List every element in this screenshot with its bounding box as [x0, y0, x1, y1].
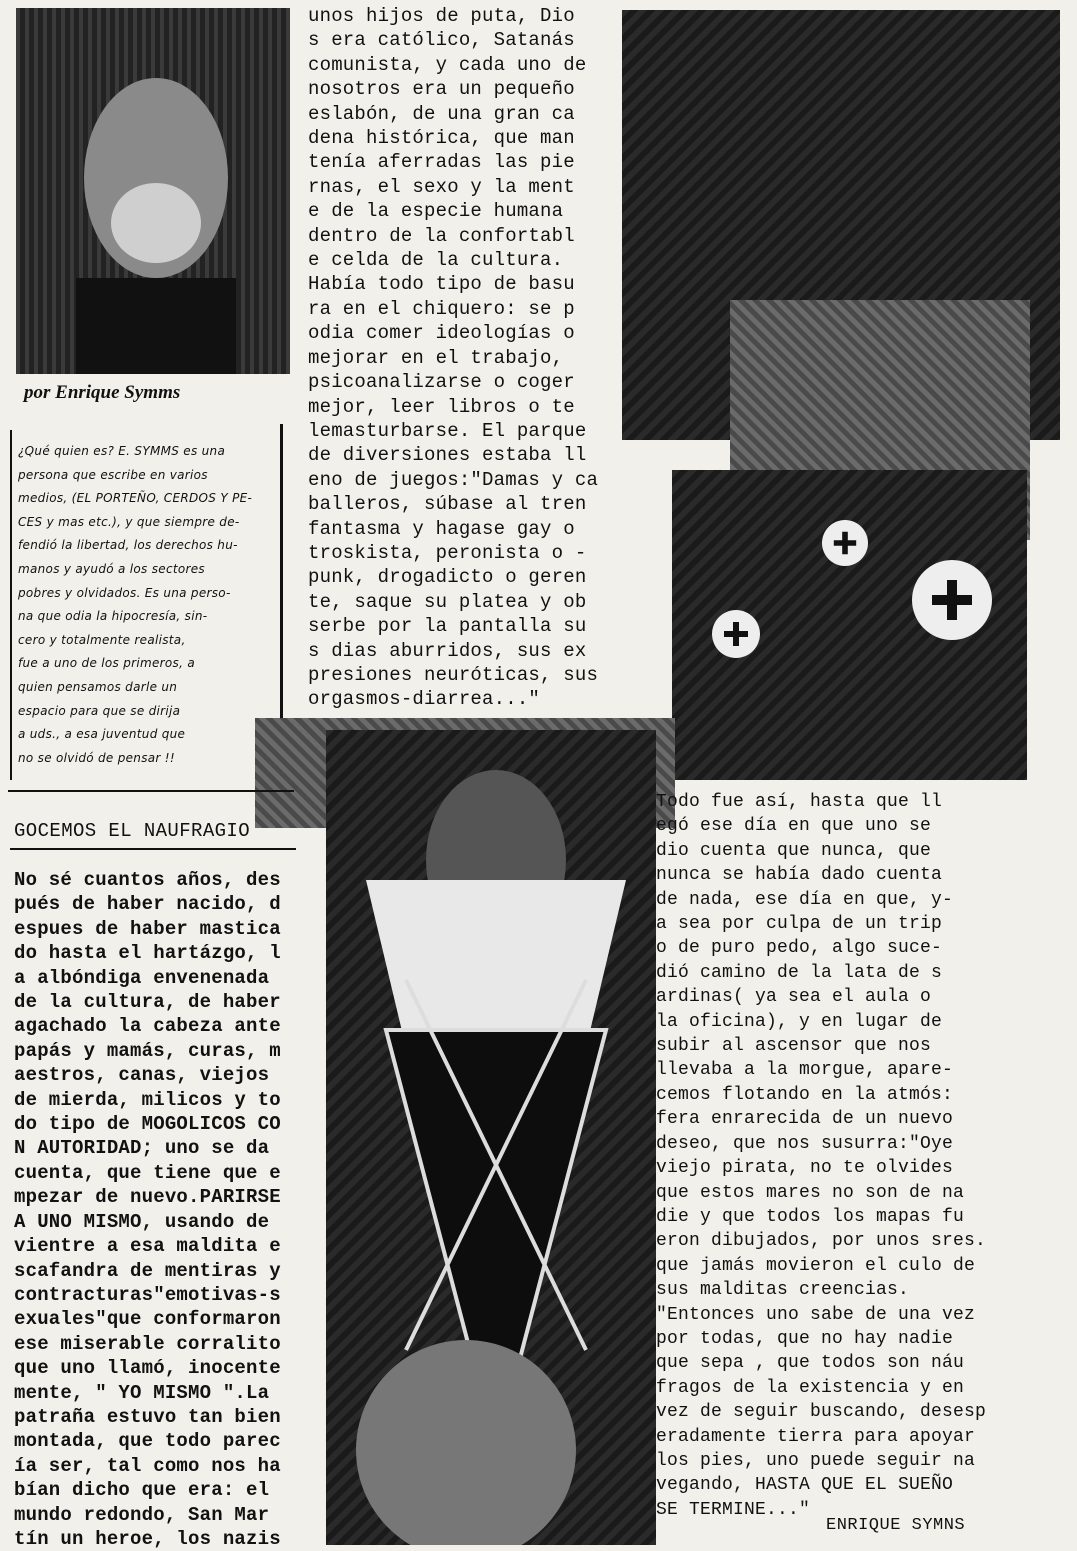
article-column-right: Todo fue así, hasta que ll egó ese día en que uno se dio cuenta que nunca, que nunca se había dado cuenta de nada, ese día en que, y- a sea por culpa de un trip o de puro pedo, algo suce- dió camino de la lata de s ardinas( ya sea el aula o la oficina), y en lugar de subir al ascensor que nos llevaba a la morgue, apare- cemos flotando en la atmós: fera enrarecida de un nuevo deseo, que nos susurra:"Oye viejo pirata, no te olvides que estos mares no son de na die y que todos los mapas fu eron dibujados, por unos sres. que jamás movieron el culo de sus malditas creencias. "Entonces uno sabe de una vez por todas, que no hay nadie que sepa , que todos son náu fragos de la existencia y en vez de seguir buscando, desesp eradamente tierra para apoyar los pies, uno puede seguir na vegando, HASTA QUE EL SUEÑO SE TERMINE...": [656, 792, 987, 1520]
collage-photo-nazi-flags: [672, 470, 1027, 780]
section-divider: [8, 790, 294, 792]
goat-pentagram-shape: [326, 730, 656, 1545]
article-column-top: unos hijos de puta, Dio s era católico, Satanás comunista, y cada uno de nosotros era un pequeño eslabón, de una gran ca dena histórica, que man tenía aferradas las pie rnas, el sexo y la ment e de la especie humana dentro de la confortabl e celda de la cultura. Había todo tipo de basu ra en el chiquero: se p odia comer ideologías o mejorar en el trabajo, psicoanalizarse o coger mejor, leer libros o te lemasturbarse. El parque de diversiones estaba ll eno de juegos:"Damas y ca balleros, súbase al tren fantasma y hagase gay o troskista, peronista o - punk, drogadicto o geren te, saque su platea y ob serbe por la pantalla su s dias aburridos, sus ex presiones neuróticas, sus orgasmos-diarrea...": [308, 5, 599, 711]
author-portrait-photo: [16, 8, 290, 374]
author-bio-handwritten: ¿Qué quien es? E. SYMMS es una persona que escribe en varios medios, (EL PORTEÑO, CERDOS Y PE- CES y mas etc.), y que siempre de- fendió la libertad, los derechos hu- manos y ayudó a los sectores pobres y olvidados. Es una perso- na que odia la hipocresía, sin- cero y totalmente realista, fue a uno de los primeros, a quien pensamos darle un espacio para que se dirija a uds., a esa juventud que no se olvidó de pensar !!: [18, 444, 253, 765]
swastika-flag-icon: [712, 610, 760, 658]
author-byline: por Enrique Symms: [24, 382, 181, 403]
heading-underline: [10, 848, 296, 850]
swastika-flag-icon: [822, 520, 868, 566]
swastika-flag-icon: [912, 560, 992, 640]
section-heading: GOCEMOS EL NAUFRAGIO: [14, 820, 251, 842]
collage-photo-priest-goat: [326, 730, 656, 1545]
article-column-left: No sé cuantos años, des pués de haber nacido, d espues de haber mastica do hasta el hartázgo, l a albóndiga envenenada de la cultura, de haber agachado la cabeza ante papás y mamás, curas, m aestros, canas, viejos de mierda, milicos y to do tipo de MOGOLICOS CO N AUTORIDAD; uno se da cuenta, que tiene que e mpezar de nuevo.PARIRSE A UNO MISMO, usando de vientre a esa maldita e scafandra de mentiras y contracturas"emotivas-s exuales"que conformaron ese miserable corralito que uno llamó, inocente mente, " YO MISMO ".La patraña estuvo tan bien montada, que todo parec ía ser, tal como nos ha bían dicho que era: el mundo redondo, San Mar tín un heroe, los nazis: [14, 869, 281, 1550]
portrait-face-shape: [16, 8, 290, 374]
author-signature: ENRIQUE SYMNS: [826, 1516, 966, 1535]
bio-border-left: [10, 430, 12, 780]
